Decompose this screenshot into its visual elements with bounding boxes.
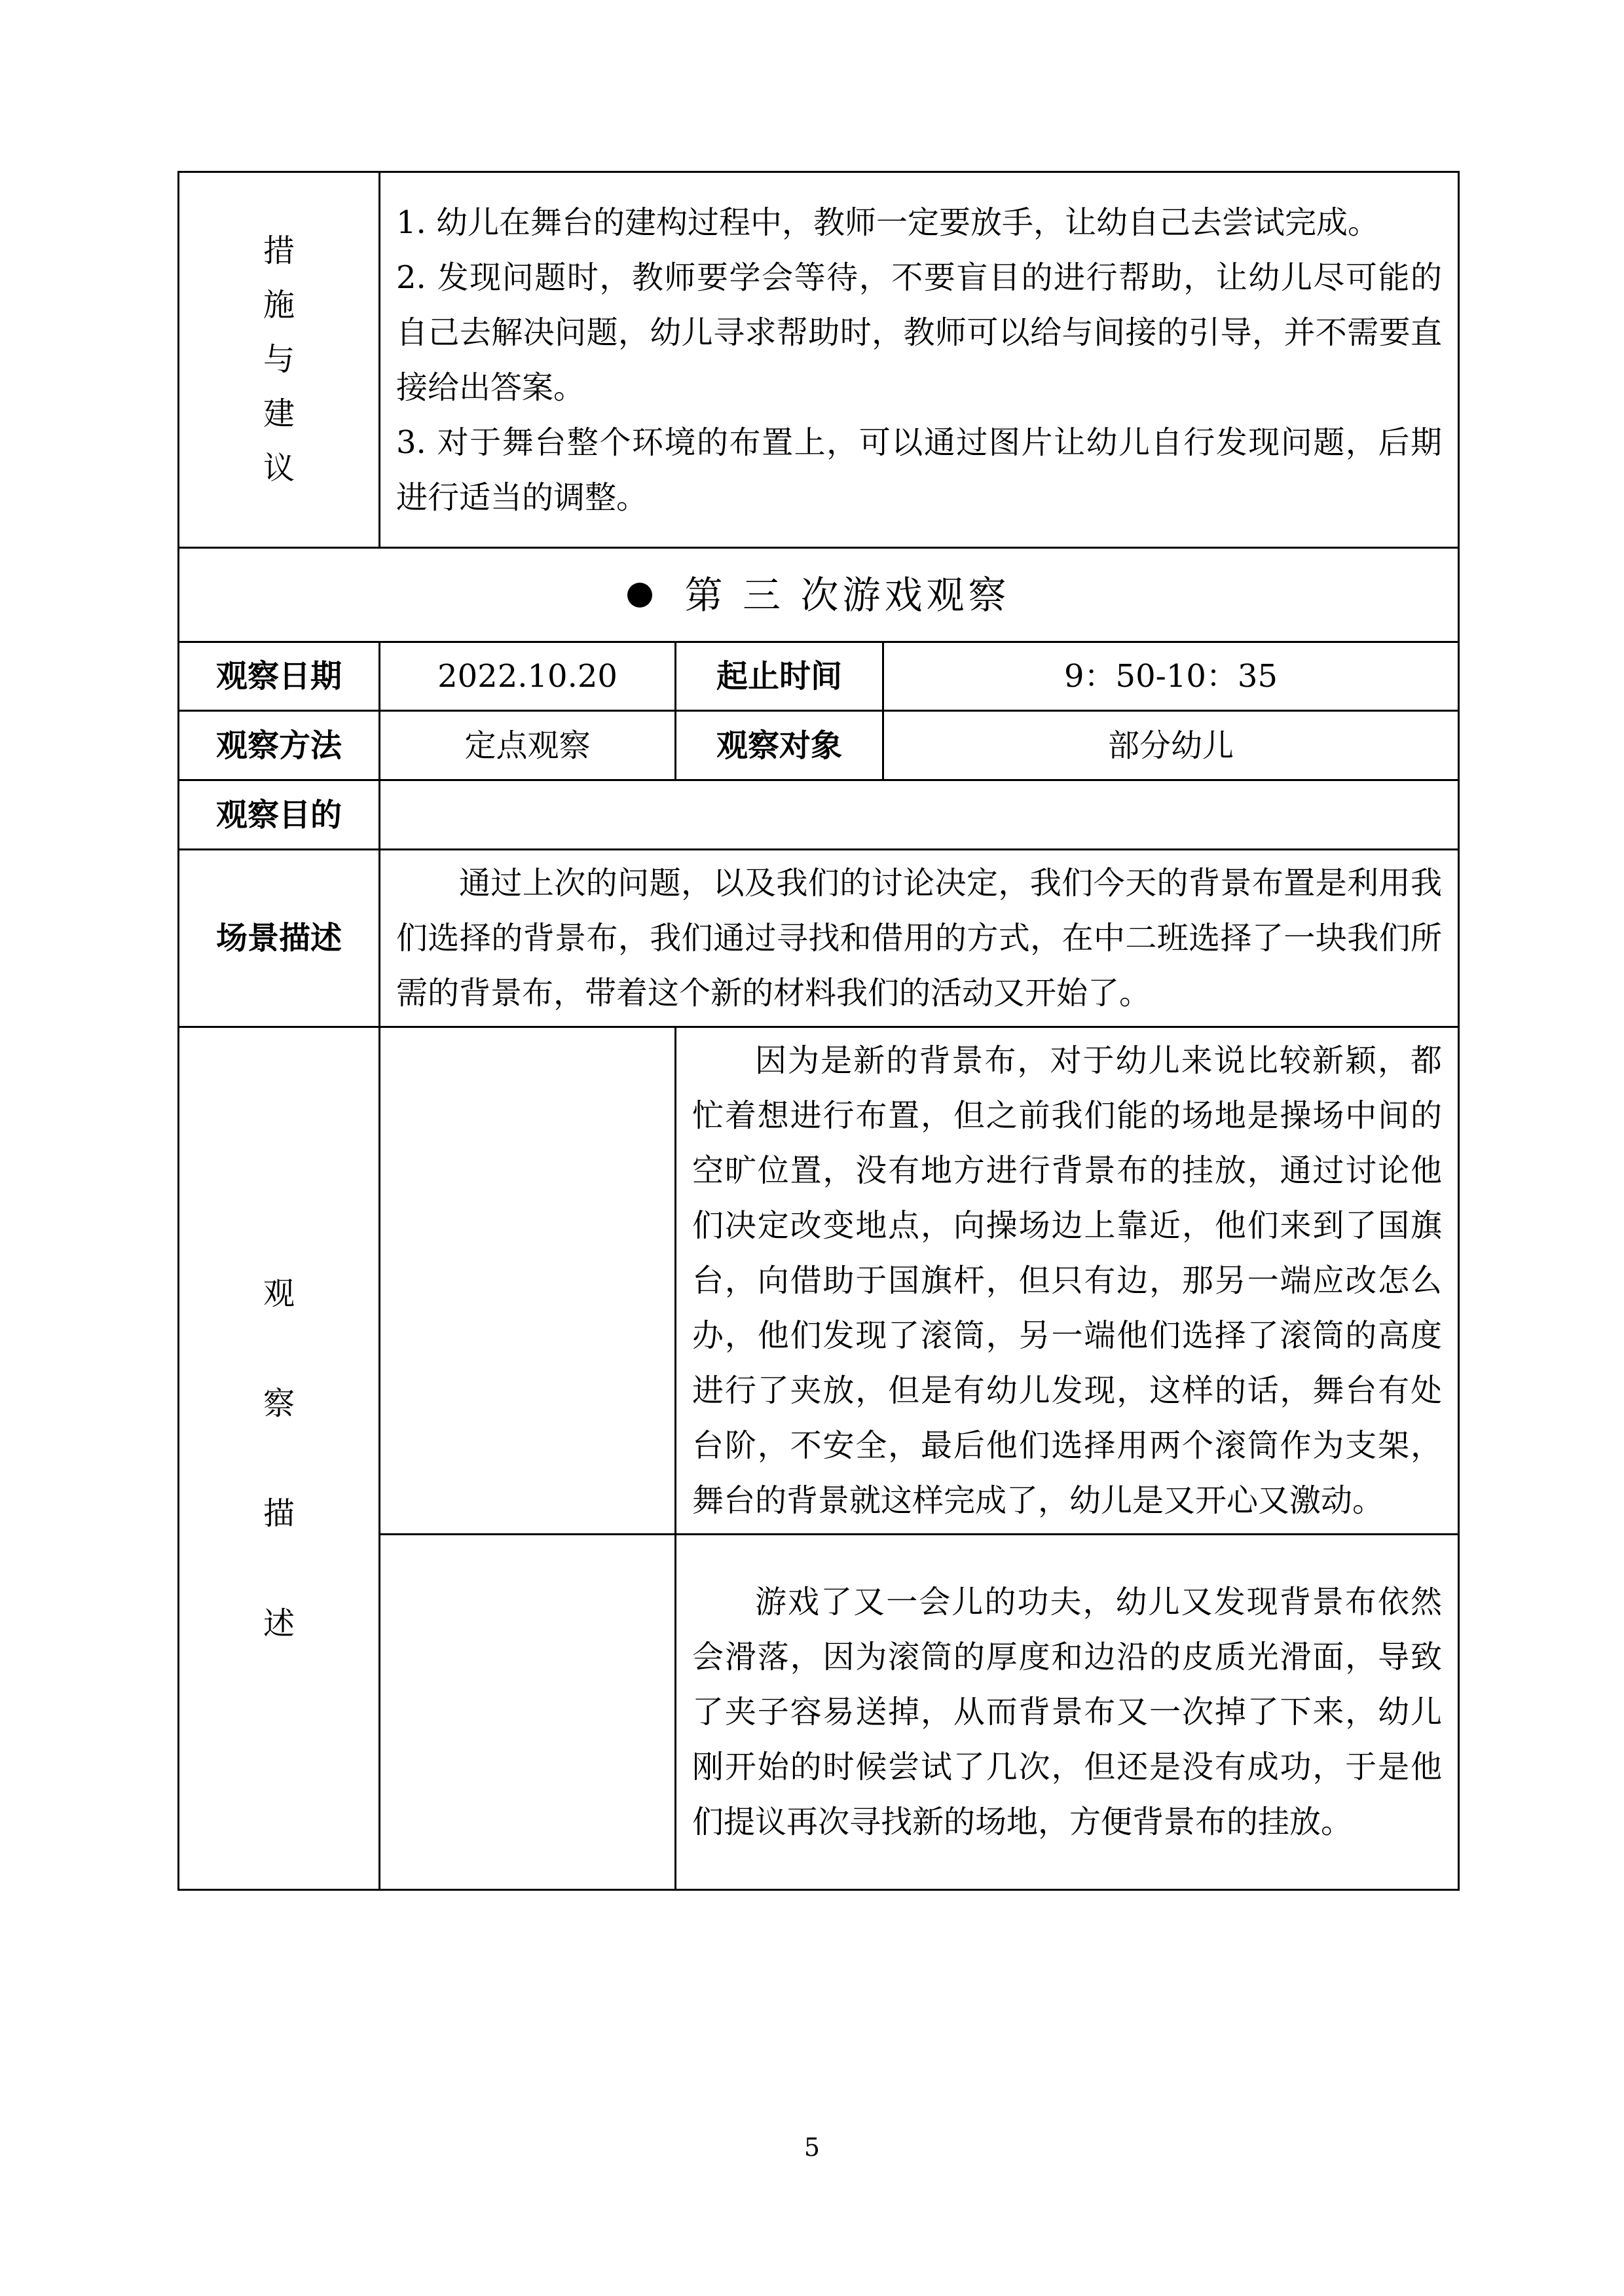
purpose-row: [179, 780, 1459, 850]
subject-value: 部分幼儿: [883, 711, 1459, 780]
time-label: 起止时间: [676, 642, 883, 711]
date-value: 2022.10.20: [380, 642, 676, 711]
measures-label: 措 施 与 建 议: [179, 172, 380, 548]
measure-item-2: 2. 发现问题时，教师要学会等待，不要盲目的进行帮助，让幼儿尽可能的自己去解决问题，幼儿寻求帮助时，教师可以给与间接的引导，并不需要直接给出答案。: [396, 259, 1443, 406]
time-value: 9：50-10：35: [883, 642, 1459, 711]
observation-table: [177, 171, 1460, 1891]
scene-label: 场景描述: [179, 850, 380, 1027]
observation-photo-1: [380, 1027, 676, 1535]
observation-text-1: 因为是新的背景布，对于幼儿来说比较新颖，都忙着想进行布置，但之前我们能的场地是操场中间的空旷位置，没有地方进行背景布的挂放，通过讨论他们决定改变地点，向操场边上靠近，他们来到了国旗台，向借助于国旗杆，但只有边，那另一端应改怎么办，他们发现了滚筒，另一端他们选择了滚筒的高度进行了夹放，但是有幼儿发现，这样的话，舞台有处台阶，不安全，最后他们选择用两个滚筒作为支架，舞台的背景就这样完成了，幼儿是又开心又激动。: [692, 1042, 1443, 1519]
scene-content: [380, 850, 1459, 1027]
measure-item-3: 3. 对于舞台整个环境的布置上，可以通过图片让幼儿自行发现问题，后期进行适当的调整。: [396, 424, 1443, 516]
method-subject-row: [179, 711, 1459, 780]
observation-label: 观 察 描 述: [179, 1027, 380, 1890]
scene-text: 通过上次的问题，以及我们的讨论决定，我们今天的背景布置是利用我们选择的背景布，我们通过寻找和借用的方式，在中二班选择了一块我们所需的背景布，带着这个新的材料我们的活动又开始了。: [396, 865, 1443, 1011]
method-label: 观察方法: [179, 711, 380, 780]
observation-entry-1: [676, 1027, 1459, 1535]
observation-text-2: 游戏了又一会儿的功夫，幼儿又发现背景布依然会滑落，因为滚筒的厚度和边沿的皮质光滑面，导致了夹子容易送掉，从而背景布又一次掉了下来，幼儿刚开始的时候尝试了几次，但还是没有成功，于是他们提议再次寻找新的场地，方便背景布的挂放。: [692, 1584, 1443, 1840]
date-label: 观察日期: [179, 642, 380, 711]
measures-content: [380, 172, 1459, 548]
observation-photo-2: [380, 1535, 676, 1890]
measure-item-1: 1. 幼儿在舞台的建构过程中，教师一定要放手，让幼自己去尝试完成。: [396, 204, 1380, 241]
section-heading: 第 三 次游戏观察: [179, 548, 1459, 642]
page-number: 5: [803, 2133, 821, 2162]
observation-entry-2: [676, 1535, 1459, 1890]
measures-row: [179, 172, 1459, 548]
scene-row: [179, 850, 1459, 1027]
date-time-row: [179, 642, 1459, 711]
purpose-label: 观察目的: [179, 780, 380, 850]
method-value: 定点观察: [380, 711, 676, 780]
subject-label: 观察对象: [676, 711, 883, 780]
purpose-value: [380, 780, 1459, 850]
bullet-icon: [627, 583, 652, 608]
observation-row-1: [179, 1027, 1459, 1535]
section-heading-row: [179, 548, 1459, 642]
